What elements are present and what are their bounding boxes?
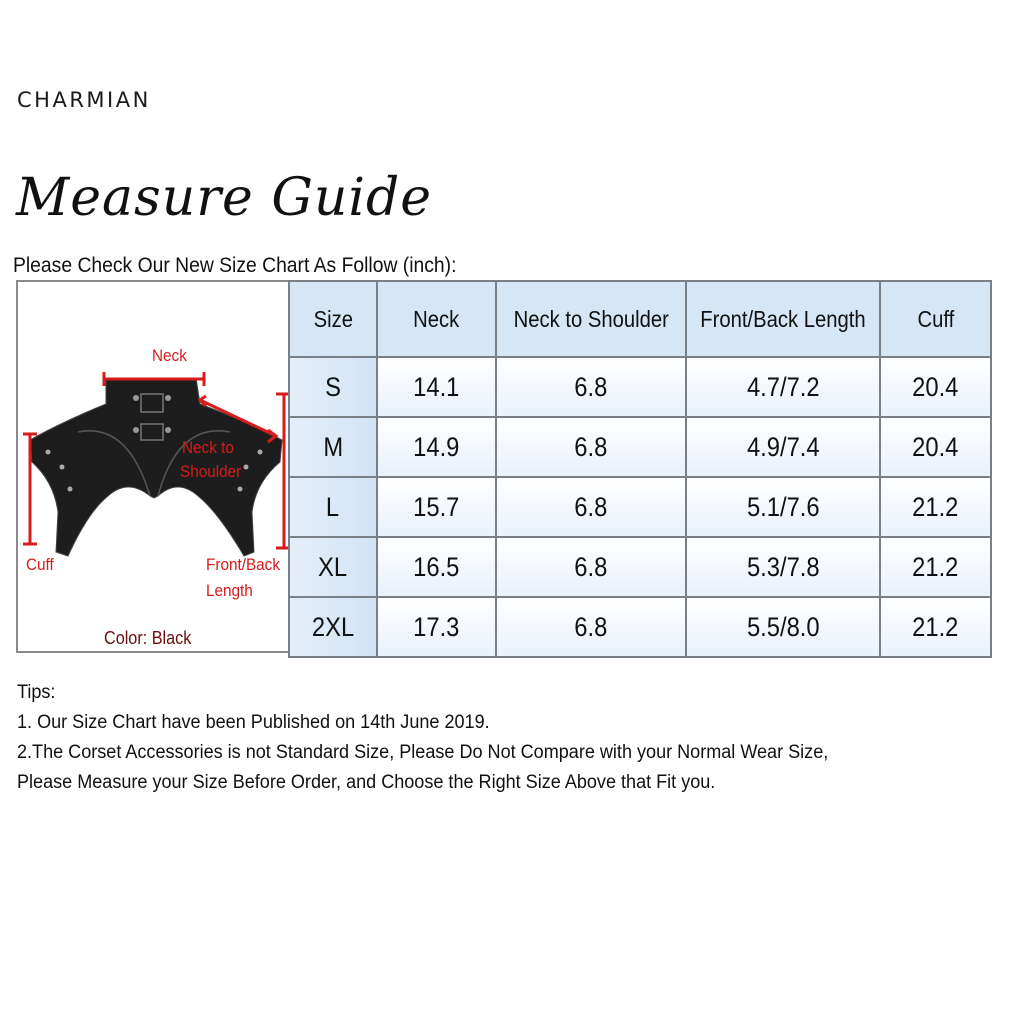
- front-back-label-2: Length: [206, 581, 253, 600]
- neck-to-shoulder-label-2: Shoulder: [180, 462, 242, 481]
- product-measure-figure: [16, 280, 288, 653]
- front-back-length-cell: 5.3/7.8: [686, 537, 881, 597]
- header-neck: Neck: [377, 281, 497, 357]
- neck-cell: 17.3: [377, 597, 497, 657]
- cuff-label: Cuff: [26, 555, 54, 574]
- header-front-back-length: Front/Back Length: [686, 281, 881, 357]
- neck-cell: 15.7: [377, 477, 497, 537]
- color-label: Color: Black: [104, 628, 192, 648]
- header-cuff: Cuff: [880, 281, 991, 357]
- size-cell: L: [289, 477, 377, 537]
- neck-to-shoulder-cell: 6.8: [496, 537, 685, 597]
- cuff-cell: 21.2: [880, 477, 991, 537]
- neck-cell: 14.1: [377, 357, 497, 417]
- table-header-row: [289, 281, 991, 357]
- table-row: [289, 477, 991, 537]
- neck-cell: 16.5: [377, 537, 497, 597]
- cuff-cell: 20.4: [880, 417, 991, 477]
- header-size: Size: [289, 281, 377, 357]
- cuff-cell: 21.2: [880, 597, 991, 657]
- neck-to-shoulder-cell: 6.8: [496, 597, 685, 657]
- front-back-length-cell: 4.9/7.4: [686, 417, 881, 477]
- size-chart-table: [288, 280, 992, 658]
- front-back-label-1: Front/Back: [206, 555, 280, 574]
- chart-subtitle: Please Check Our New Size Chart As Follow (inch):: [13, 254, 457, 277]
- header-neck-to-shoulder: Neck to Shoulder: [496, 281, 685, 357]
- cuff-cell: 20.4: [880, 357, 991, 417]
- tip-line: 2.The Corset Accessories is not Standard Size, Please Do Not Compare with your Normal Wear Size,: [17, 742, 829, 763]
- table-row: [289, 597, 991, 657]
- neck-to-shoulder-label-1: Neck to: [182, 438, 234, 457]
- tip-line: 1. Our Size Chart have been Published on 14th June 2019.: [17, 712, 490, 733]
- tips-section: [17, 678, 871, 798]
- brand-logo: CHARMIAN: [17, 88, 151, 112]
- neck-to-shoulder-cell: 6.8: [496, 357, 685, 417]
- neck-to-shoulder-cell: 6.8: [496, 417, 685, 477]
- size-cell: S: [289, 357, 377, 417]
- cuff-cell: 21.2: [880, 537, 991, 597]
- table-row: [289, 537, 991, 597]
- page-title: Measure Guide: [16, 168, 433, 228]
- table-row: [289, 357, 991, 417]
- neck-cell: 14.9: [377, 417, 497, 477]
- neck-label: Neck: [152, 346, 187, 365]
- size-cell: 2XL: [289, 597, 377, 657]
- front-back-length-cell: 5.1/7.6: [686, 477, 881, 537]
- tips-heading: Tips:: [17, 682, 56, 703]
- table-row: [289, 417, 991, 477]
- tip-line: Please Measure your Size Before Order, and Choose the Right Size Above that Fit you.: [17, 772, 716, 793]
- front-back-length-cell: 4.7/7.2: [686, 357, 881, 417]
- size-cell: XL: [289, 537, 377, 597]
- size-cell: M: [289, 417, 377, 477]
- neck-to-shoulder-cell: 6.8: [496, 477, 685, 537]
- front-back-length-cell: 5.5/8.0: [686, 597, 881, 657]
